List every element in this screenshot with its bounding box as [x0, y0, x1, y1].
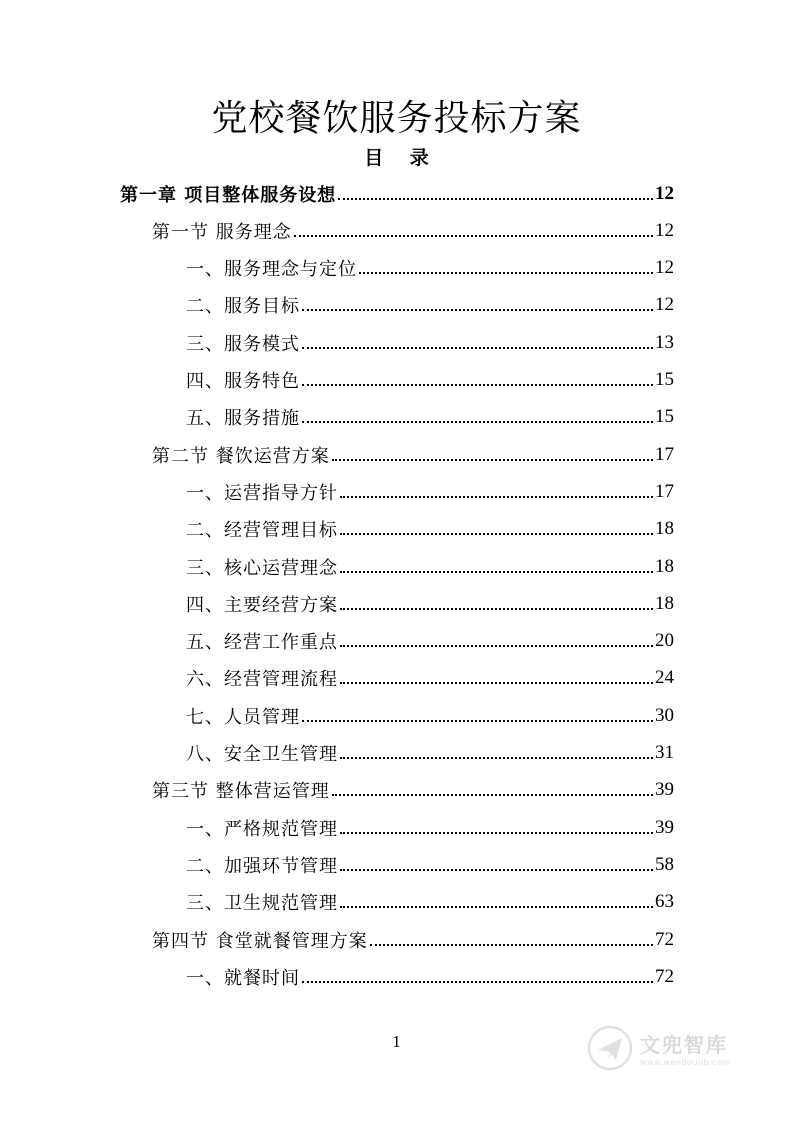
toc-entry-page: 39	[655, 779, 674, 801]
toc-entry-page: 17	[655, 443, 674, 465]
toc-dot-leader	[302, 702, 653, 722]
toc-heading: 目 录	[364, 147, 439, 169]
toc-entry-page: 15	[655, 369, 674, 390]
toc-entry-page: 12	[655, 257, 674, 279]
toc-entry-page: 12	[655, 294, 674, 316]
paper-plane-logo-icon	[586, 1024, 634, 1072]
toc-entry[interactable]	[152, 436, 674, 473]
toc-entry[interactable]	[186, 660, 674, 697]
toc-entry[interactable]	[186, 511, 674, 548]
toc-entry-label: 七、人员管理	[186, 706, 300, 728]
toc-dot-leader	[340, 553, 653, 573]
toc-entry-page: 13	[655, 331, 674, 353]
toc-dot-leader	[359, 254, 653, 274]
toc-dot-leader	[332, 441, 653, 461]
toc-dot-leader	[340, 739, 653, 759]
toc-entry[interactable]	[186, 884, 674, 921]
toc-entry-page: 20	[655, 630, 674, 652]
toc-dot-leader	[340, 851, 653, 871]
toc-entry-label: 三、卫生规范管理	[186, 893, 338, 915]
toc-dot-leader	[302, 366, 653, 386]
toc-entry-label: 一、运营指导方针	[186, 482, 338, 504]
toc-dot-leader	[294, 217, 653, 237]
toc-dot-leader	[338, 180, 653, 200]
watermark	[586, 1020, 756, 1076]
document-title: 党校餐饮服务投标方案	[211, 98, 582, 139]
toc-entry[interactable]	[186, 958, 674, 995]
toc-entry[interactable]	[186, 362, 674, 399]
toc-entry[interactable]	[186, 697, 674, 734]
toc-entry-page: 24	[655, 667, 674, 689]
toc-dot-leader	[340, 888, 653, 908]
toc-entry[interactable]	[186, 846, 674, 883]
toc-dot-leader	[340, 814, 653, 834]
toc-entry[interactable]	[120, 175, 674, 212]
toc-dot-leader	[302, 963, 653, 983]
toc-entry-page: 15	[655, 406, 674, 428]
toc-entry-label: 三、核心运营理念	[186, 557, 338, 579]
toc-entry-page: 17	[655, 480, 674, 502]
toc-entry-label: 一、就餐时间	[186, 967, 300, 989]
toc-entry[interactable]	[186, 250, 674, 287]
toc-entry[interactable]	[186, 809, 674, 846]
toc-entry-label: 二、加强环节管理	[186, 855, 338, 877]
toc-entry-page: 12	[655, 182, 674, 204]
toc-entry-page: 72	[655, 965, 674, 987]
toc-entry[interactable]	[152, 921, 674, 958]
toc-entry[interactable]	[186, 585, 674, 622]
toc-entry-label: 一、服务理念与定位	[186, 259, 357, 281]
toc-entry-page: 39	[655, 816, 674, 838]
page-number: 1	[392, 1032, 401, 1051]
toc-entry-page: 72	[655, 928, 674, 950]
toc-entry[interactable]	[152, 772, 674, 809]
toc-entry[interactable]	[186, 287, 674, 324]
watermark-url: www.wendoulib.com	[640, 1058, 731, 1067]
toc-dot-leader	[340, 664, 653, 684]
toc-entry-label: 第一章 项目整体服务设想	[120, 184, 337, 206]
toc-entry-label: 五、服务措施	[186, 408, 300, 430]
watermark-name: 文兜智库	[640, 1033, 728, 1057]
toc-entry-label: 八、安全卫生管理	[186, 744, 338, 765]
toc-entry-label: 一、严格规范管理	[186, 818, 338, 840]
toc-entry[interactable]	[186, 623, 674, 660]
toc-entry-page: 63	[655, 891, 674, 913]
toc-dot-leader	[370, 926, 653, 946]
toc-entry-page: 31	[655, 742, 674, 763]
toc-entry-label: 四、服务特色	[186, 371, 300, 392]
toc-dot-leader	[340, 515, 653, 535]
toc-entry[interactable]	[186, 399, 674, 436]
toc-dot-leader	[302, 291, 653, 311]
toc-dot-leader	[332, 776, 653, 796]
toc-dot-leader	[340, 590, 653, 610]
toc-entry-label: 二、服务目标	[186, 296, 300, 318]
toc-entry-label: 第一节 服务理念	[152, 221, 292, 243]
toc-entry-page: 18	[655, 518, 674, 540]
toc-dot-leader	[302, 403, 653, 423]
toc-entry-page: 58	[655, 853, 674, 875]
toc-entry[interactable]	[186, 735, 674, 772]
toc-dot-leader	[340, 627, 653, 647]
toc-entry-label: 三、服务模式	[186, 333, 300, 355]
toc-entry-page: 18	[655, 555, 674, 577]
toc-entry-page: 18	[655, 592, 674, 614]
toc-entry-label: 第二节 餐饮运营方案	[152, 445, 330, 467]
toc-dot-leader	[340, 478, 653, 498]
toc-entry-label: 第四节 食堂就餐管理方案	[152, 930, 368, 952]
toc-entry[interactable]	[152, 212, 674, 249]
toc-entry-label: 五、经营工作重点	[186, 632, 338, 654]
toc-dot-leader	[302, 329, 653, 349]
toc-entry[interactable]	[186, 324, 674, 361]
toc-entry-label: 六、经营管理流程	[186, 669, 338, 691]
toc-entry[interactable]	[186, 473, 674, 510]
toc-entry-page: 30	[655, 704, 674, 726]
toc-entry-page: 12	[655, 219, 674, 241]
toc-entry-label: 第三节 整体营运管理	[152, 781, 330, 803]
toc-entry-label: 二、经营管理目标	[186, 520, 338, 542]
toc-entry[interactable]	[186, 548, 674, 585]
toc-entry-label: 四、主要经营方案	[186, 594, 338, 616]
